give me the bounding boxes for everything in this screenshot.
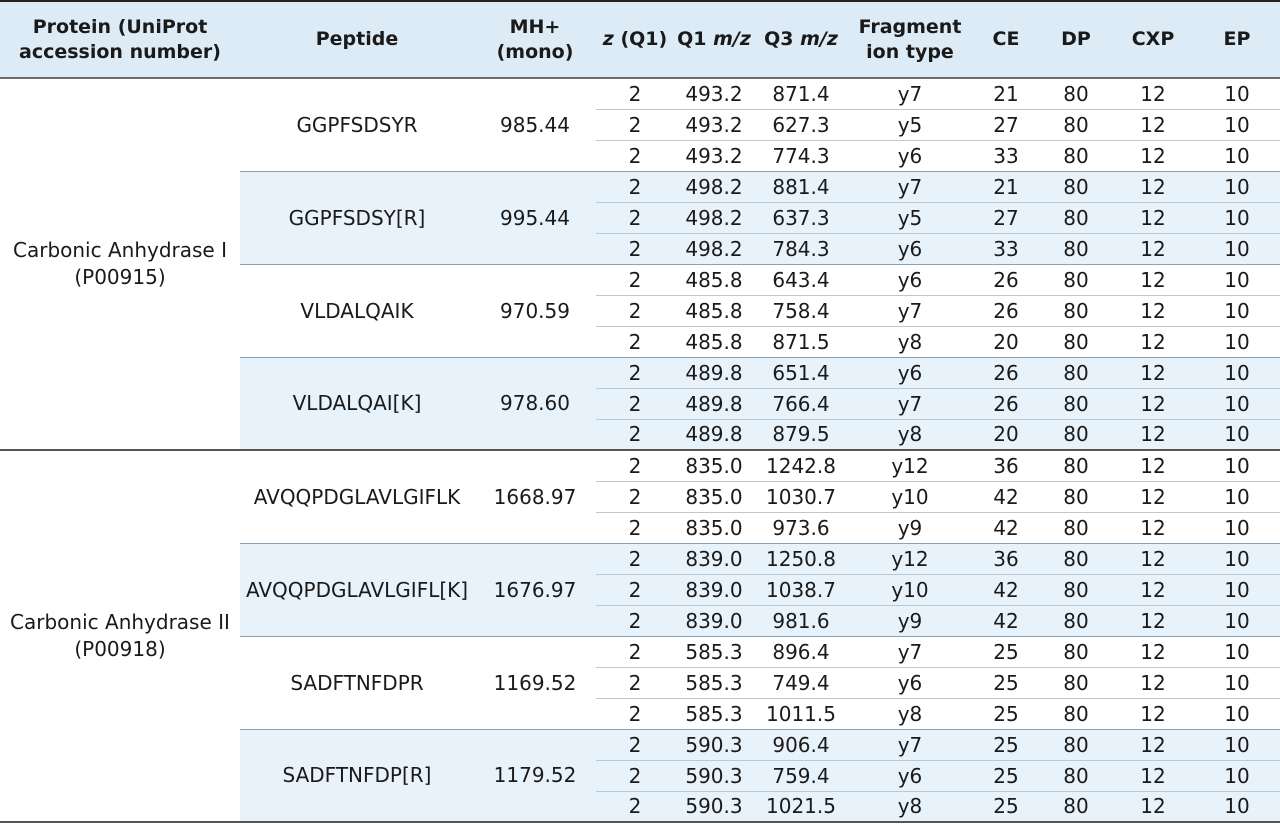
ce-cell: 42 bbox=[972, 574, 1040, 605]
dp-cell: 80 bbox=[1040, 512, 1112, 543]
fragment-ion-cell: y9 bbox=[848, 605, 972, 636]
header-q1: Q1 m/z bbox=[674, 1, 754, 78]
q1-mz-cell: 835.0 bbox=[674, 481, 754, 512]
header-ce: CE bbox=[972, 1, 1040, 78]
header-row bbox=[0, 1, 1280, 78]
q3-mz-cell: 881.4 bbox=[754, 171, 848, 202]
ce-cell: 33 bbox=[972, 140, 1040, 171]
peptide-sequence-cell: SADFTNFDP[R] bbox=[240, 729, 474, 822]
table-body bbox=[0, 78, 1280, 822]
cxp-cell: 12 bbox=[1112, 419, 1194, 450]
dp-cell: 80 bbox=[1040, 574, 1112, 605]
q3-mz-cell: 896.4 bbox=[754, 636, 848, 667]
dp-cell: 80 bbox=[1040, 729, 1112, 760]
protein-cell bbox=[0, 450, 240, 822]
q3-mz-cell: 1242.8 bbox=[754, 450, 848, 481]
ce-cell: 26 bbox=[972, 264, 1040, 295]
z-cell: 2 bbox=[596, 698, 674, 729]
z-cell: 2 bbox=[596, 202, 674, 233]
cxp-cell: 12 bbox=[1112, 388, 1194, 419]
header-fragment: Fragment ion type bbox=[848, 1, 972, 78]
peptide-sequence-cell: VLDALQAIK bbox=[240, 264, 474, 357]
q3-mz-cell: 871.4 bbox=[754, 78, 848, 109]
fragment-ion-cell: y7 bbox=[848, 295, 972, 326]
peptide-sequence-cell: GGPFSDSY[R] bbox=[240, 171, 474, 264]
dp-cell: 80 bbox=[1040, 605, 1112, 636]
ep-cell: 10 bbox=[1194, 574, 1280, 605]
fragment-ion-cell: y7 bbox=[848, 171, 972, 202]
header-q3: Q3 m/z bbox=[754, 1, 848, 78]
q3-mz-cell: 1021.5 bbox=[754, 791, 848, 822]
z-cell: 2 bbox=[596, 326, 674, 357]
z-cell: 2 bbox=[596, 729, 674, 760]
dp-cell: 80 bbox=[1040, 388, 1112, 419]
q3-mz-cell: 651.4 bbox=[754, 357, 848, 388]
mh-mono-cell: 970.59 bbox=[474, 264, 596, 357]
cxp-cell: 12 bbox=[1112, 481, 1194, 512]
fragment-ion-cell: y6 bbox=[848, 264, 972, 295]
q3-mz-cell: 766.4 bbox=[754, 388, 848, 419]
ce-cell: 42 bbox=[972, 512, 1040, 543]
q1-mz-cell: 839.0 bbox=[674, 543, 754, 574]
cxp-cell: 12 bbox=[1112, 357, 1194, 388]
ep-cell: 10 bbox=[1194, 202, 1280, 233]
ep-cell: 10 bbox=[1194, 667, 1280, 698]
ep-cell: 10 bbox=[1194, 419, 1280, 450]
ce-cell: 21 bbox=[972, 171, 1040, 202]
ce-cell: 26 bbox=[972, 295, 1040, 326]
z-cell: 2 bbox=[596, 667, 674, 698]
fragment-ion-cell: y12 bbox=[848, 450, 972, 481]
dp-cell: 80 bbox=[1040, 791, 1112, 822]
ep-cell: 10 bbox=[1194, 357, 1280, 388]
q1-mz-cell: 493.2 bbox=[674, 140, 754, 171]
ep-cell: 10 bbox=[1194, 78, 1280, 109]
q1-mz-cell: 590.3 bbox=[674, 760, 754, 791]
ep-cell: 10 bbox=[1194, 264, 1280, 295]
cxp-cell: 12 bbox=[1112, 760, 1194, 791]
cxp-cell: 12 bbox=[1112, 791, 1194, 822]
fragment-ion-cell: y10 bbox=[848, 481, 972, 512]
q1-mz-cell: 485.8 bbox=[674, 264, 754, 295]
q3-mz-cell: 906.4 bbox=[754, 729, 848, 760]
q1-mz-cell: 839.0 bbox=[674, 605, 754, 636]
mh-mono-cell: 1179.52 bbox=[474, 729, 596, 822]
cxp-cell: 12 bbox=[1112, 202, 1194, 233]
fragment-ion-cell: y7 bbox=[848, 636, 972, 667]
header-protein: Protein (UniProt accession number) bbox=[0, 1, 240, 78]
q1-mz-cell: 835.0 bbox=[674, 512, 754, 543]
mh-mono-cell: 985.44 bbox=[474, 78, 596, 171]
z-cell: 2 bbox=[596, 605, 674, 636]
z-cell: 2 bbox=[596, 264, 674, 295]
q3-mz-cell: 774.3 bbox=[754, 140, 848, 171]
q1-mz-cell: 485.8 bbox=[674, 326, 754, 357]
header-ep: EP bbox=[1194, 1, 1280, 78]
dp-cell: 80 bbox=[1040, 233, 1112, 264]
dp-cell: 80 bbox=[1040, 419, 1112, 450]
q3-mz-cell: 759.4 bbox=[754, 760, 848, 791]
mh-mono-cell: 978.60 bbox=[474, 357, 596, 450]
ep-cell: 10 bbox=[1194, 171, 1280, 202]
header-z: z (Q1) bbox=[596, 1, 674, 78]
q3-mz-cell: 1038.7 bbox=[754, 574, 848, 605]
q3-mz-cell: 1030.7 bbox=[754, 481, 848, 512]
protein-name: Carbonic Anhydrase II bbox=[10, 610, 230, 634]
dp-cell: 80 bbox=[1040, 326, 1112, 357]
ce-cell: 27 bbox=[972, 109, 1040, 140]
cxp-cell: 12 bbox=[1112, 698, 1194, 729]
protein-name: Carbonic Anhydrase I bbox=[13, 238, 227, 262]
ce-cell: 42 bbox=[972, 605, 1040, 636]
q1-mz-cell: 489.8 bbox=[674, 419, 754, 450]
z-cell: 2 bbox=[596, 233, 674, 264]
peptide-sequence-cell: VLDALQAI[K] bbox=[240, 357, 474, 450]
q1-mz-cell: 590.3 bbox=[674, 729, 754, 760]
q1-mz-cell: 835.0 bbox=[674, 450, 754, 481]
table-row bbox=[0, 78, 1280, 109]
z-cell: 2 bbox=[596, 636, 674, 667]
q1-mz-cell: 498.2 bbox=[674, 202, 754, 233]
ce-cell: 42 bbox=[972, 481, 1040, 512]
ce-cell: 36 bbox=[972, 450, 1040, 481]
q1-mz-cell: 590.3 bbox=[674, 791, 754, 822]
header-peptide: Peptide bbox=[240, 1, 474, 78]
cxp-cell: 12 bbox=[1112, 512, 1194, 543]
cxp-cell: 12 bbox=[1112, 264, 1194, 295]
ep-cell: 10 bbox=[1194, 698, 1280, 729]
z-cell: 2 bbox=[596, 791, 674, 822]
fragment-ion-cell: y10 bbox=[848, 574, 972, 605]
cxp-cell: 12 bbox=[1112, 667, 1194, 698]
z-cell: 2 bbox=[596, 450, 674, 481]
dp-cell: 80 bbox=[1040, 481, 1112, 512]
cxp-cell: 12 bbox=[1112, 295, 1194, 326]
z-cell: 2 bbox=[596, 760, 674, 791]
q1-mz-cell: 489.8 bbox=[674, 357, 754, 388]
cxp-cell: 12 bbox=[1112, 636, 1194, 667]
fragment-ion-cell: y6 bbox=[848, 760, 972, 791]
z-cell: 2 bbox=[596, 574, 674, 605]
protein-accession: (P00918) bbox=[74, 637, 166, 661]
ep-cell: 10 bbox=[1194, 295, 1280, 326]
ep-cell: 10 bbox=[1194, 109, 1280, 140]
peptide-sequence-cell: GGPFSDSYR bbox=[240, 78, 474, 171]
fragment-ion-cell: y9 bbox=[848, 512, 972, 543]
ce-cell: 25 bbox=[972, 636, 1040, 667]
ep-cell: 10 bbox=[1194, 729, 1280, 760]
z-cell: 2 bbox=[596, 171, 674, 202]
protein-accession: (P00915) bbox=[74, 265, 166, 289]
q1-mz-cell: 493.2 bbox=[674, 109, 754, 140]
dp-cell: 80 bbox=[1040, 140, 1112, 171]
table-row bbox=[0, 450, 1280, 481]
z-cell: 2 bbox=[596, 357, 674, 388]
ep-cell: 10 bbox=[1194, 512, 1280, 543]
mh-mono-cell: 995.44 bbox=[474, 171, 596, 264]
fragment-ion-cell: y8 bbox=[848, 326, 972, 357]
fragment-ion-cell: y6 bbox=[848, 140, 972, 171]
fragment-ion-cell: y6 bbox=[848, 357, 972, 388]
z-cell: 2 bbox=[596, 388, 674, 419]
dp-cell: 80 bbox=[1040, 543, 1112, 574]
q3-mz-cell: 1011.5 bbox=[754, 698, 848, 729]
dp-cell: 80 bbox=[1040, 760, 1112, 791]
q3-mz-cell: 627.3 bbox=[754, 109, 848, 140]
dp-cell: 80 bbox=[1040, 698, 1112, 729]
mh-mono-cell: 1668.97 bbox=[474, 450, 596, 543]
ce-cell: 27 bbox=[972, 202, 1040, 233]
fragment-ion-cell: y7 bbox=[848, 78, 972, 109]
dp-cell: 80 bbox=[1040, 667, 1112, 698]
mh-mono-cell: 1169.52 bbox=[474, 636, 596, 729]
cxp-cell: 12 bbox=[1112, 78, 1194, 109]
peptide-sequence-cell: AVQQPDGLAVLGIFL[K] bbox=[240, 543, 474, 636]
ep-cell: 10 bbox=[1194, 543, 1280, 574]
ce-cell: 25 bbox=[972, 667, 1040, 698]
q1-mz-cell: 498.2 bbox=[674, 171, 754, 202]
q1-mz-cell: 498.2 bbox=[674, 233, 754, 264]
peptide-sequence-cell: AVQQPDGLAVLGIFLK bbox=[240, 450, 474, 543]
ce-cell: 20 bbox=[972, 419, 1040, 450]
dp-cell: 80 bbox=[1040, 450, 1112, 481]
q1-mz-cell: 493.2 bbox=[674, 78, 754, 109]
ce-cell: 25 bbox=[972, 729, 1040, 760]
ep-cell: 10 bbox=[1194, 388, 1280, 419]
header-dp: DP bbox=[1040, 1, 1112, 78]
cxp-cell: 12 bbox=[1112, 140, 1194, 171]
q3-mz-cell: 758.4 bbox=[754, 295, 848, 326]
q3-mz-cell: 749.4 bbox=[754, 667, 848, 698]
ce-cell: 36 bbox=[972, 543, 1040, 574]
cxp-cell: 12 bbox=[1112, 233, 1194, 264]
q1-mz-cell: 585.3 bbox=[674, 698, 754, 729]
header-mh: MH+ (mono) bbox=[474, 1, 596, 78]
fragment-ion-cell: y12 bbox=[848, 543, 972, 574]
cxp-cell: 12 bbox=[1112, 543, 1194, 574]
ce-cell: 20 bbox=[972, 326, 1040, 357]
ce-cell: 25 bbox=[972, 698, 1040, 729]
z-cell: 2 bbox=[596, 78, 674, 109]
cxp-cell: 12 bbox=[1112, 109, 1194, 140]
cxp-cell: 12 bbox=[1112, 450, 1194, 481]
fragment-ion-cell: y7 bbox=[848, 388, 972, 419]
q3-mz-cell: 1250.8 bbox=[754, 543, 848, 574]
z-cell: 2 bbox=[596, 543, 674, 574]
z-cell: 2 bbox=[596, 419, 674, 450]
ep-cell: 10 bbox=[1194, 233, 1280, 264]
ep-cell: 10 bbox=[1194, 481, 1280, 512]
ep-cell: 10 bbox=[1194, 140, 1280, 171]
dp-cell: 80 bbox=[1040, 357, 1112, 388]
z-cell: 2 bbox=[596, 295, 674, 326]
fragment-ion-cell: y8 bbox=[848, 791, 972, 822]
fragment-ion-cell: y5 bbox=[848, 202, 972, 233]
z-cell: 2 bbox=[596, 512, 674, 543]
dp-cell: 80 bbox=[1040, 171, 1112, 202]
ep-cell: 10 bbox=[1194, 450, 1280, 481]
fragment-ion-cell: y6 bbox=[848, 667, 972, 698]
ce-cell: 25 bbox=[972, 760, 1040, 791]
dp-cell: 80 bbox=[1040, 295, 1112, 326]
dp-cell: 80 bbox=[1040, 109, 1112, 140]
protein-cell bbox=[0, 78, 240, 450]
ce-cell: 26 bbox=[972, 388, 1040, 419]
header-cxp: CXP bbox=[1112, 1, 1194, 78]
ce-cell: 26 bbox=[972, 357, 1040, 388]
z-cell: 2 bbox=[596, 109, 674, 140]
ce-cell: 33 bbox=[972, 233, 1040, 264]
dp-cell: 80 bbox=[1040, 202, 1112, 233]
q1-mz-cell: 489.8 bbox=[674, 388, 754, 419]
ep-cell: 10 bbox=[1194, 791, 1280, 822]
dp-cell: 80 bbox=[1040, 636, 1112, 667]
dp-cell: 80 bbox=[1040, 264, 1112, 295]
mh-mono-cell: 1676.97 bbox=[474, 543, 596, 636]
q3-mz-cell: 973.6 bbox=[754, 512, 848, 543]
z-cell: 2 bbox=[596, 140, 674, 171]
q1-mz-cell: 585.3 bbox=[674, 636, 754, 667]
dp-cell: 80 bbox=[1040, 78, 1112, 109]
z-cell: 2 bbox=[596, 481, 674, 512]
ep-cell: 10 bbox=[1194, 636, 1280, 667]
q3-mz-cell: 643.4 bbox=[754, 264, 848, 295]
cxp-cell: 12 bbox=[1112, 729, 1194, 760]
ce-cell: 21 bbox=[972, 78, 1040, 109]
fragment-ion-cell: y6 bbox=[848, 233, 972, 264]
q1-mz-cell: 585.3 bbox=[674, 667, 754, 698]
ep-cell: 10 bbox=[1194, 605, 1280, 636]
cxp-cell: 12 bbox=[1112, 326, 1194, 357]
cxp-cell: 12 bbox=[1112, 171, 1194, 202]
q3-mz-cell: 637.3 bbox=[754, 202, 848, 233]
fragment-ion-cell: y8 bbox=[848, 698, 972, 729]
ce-cell: 25 bbox=[972, 791, 1040, 822]
ep-cell: 10 bbox=[1194, 326, 1280, 357]
fragment-ion-cell: y5 bbox=[848, 109, 972, 140]
q1-mz-cell: 485.8 bbox=[674, 295, 754, 326]
q3-mz-cell: 784.3 bbox=[754, 233, 848, 264]
ep-cell: 10 bbox=[1194, 760, 1280, 791]
q3-mz-cell: 981.6 bbox=[754, 605, 848, 636]
fragment-ion-cell: y8 bbox=[848, 419, 972, 450]
q3-mz-cell: 871.5 bbox=[754, 326, 848, 357]
q1-mz-cell: 839.0 bbox=[674, 574, 754, 605]
peptide-sequence-cell: SADFTNFDPR bbox=[240, 636, 474, 729]
fragment-ion-cell: y7 bbox=[848, 729, 972, 760]
cxp-cell: 12 bbox=[1112, 574, 1194, 605]
cxp-cell: 12 bbox=[1112, 605, 1194, 636]
q3-mz-cell: 879.5 bbox=[754, 419, 848, 450]
